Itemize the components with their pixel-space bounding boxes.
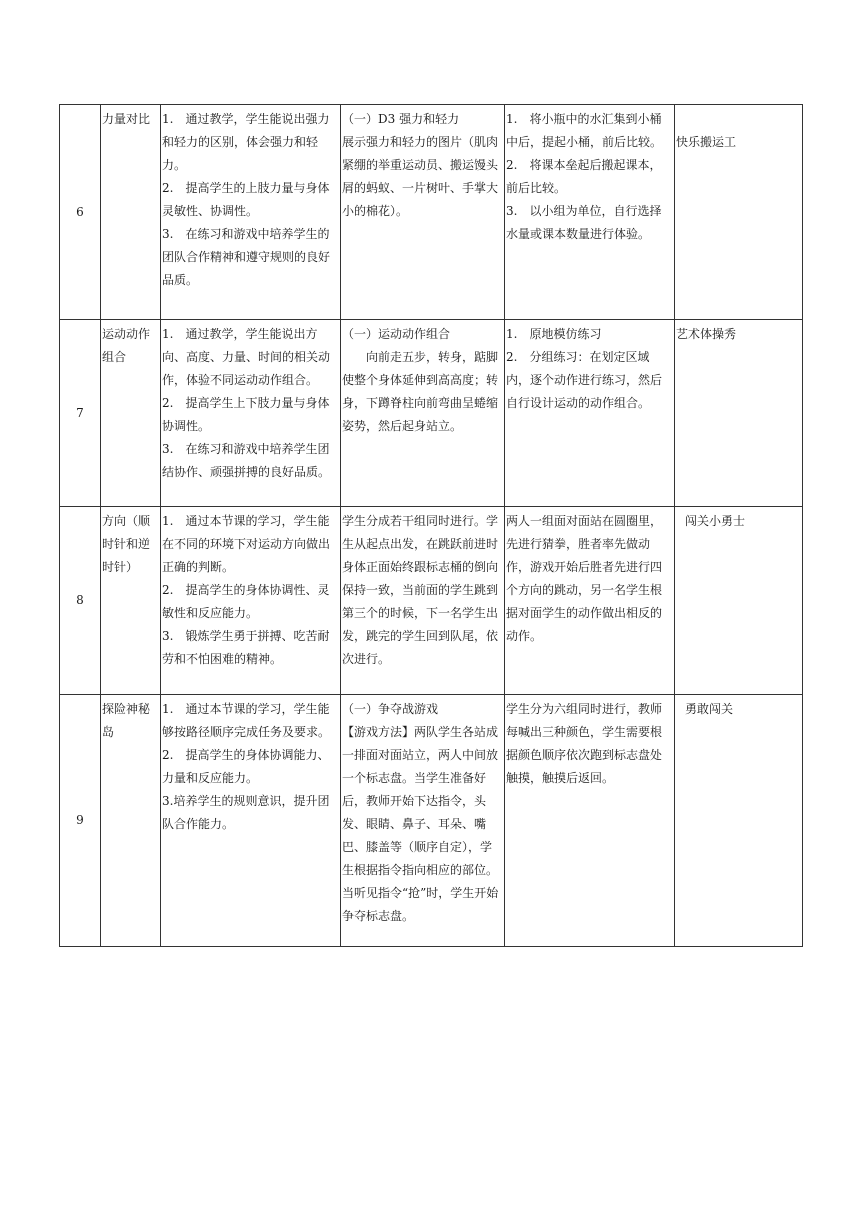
method-item: 两人一组面对面站在圆圈里，先进行猜拳，胜者率先做动作，游戏开始后胜者先进行四个方向的跳动，另一名学生根据对面学生的动作做出相反的动作。 <box>506 514 663 643</box>
lesson-goals <box>161 105 341 320</box>
lesson-content <box>341 105 505 320</box>
goal-item: 3. 在练习和游戏中培养学生团结协作、顽强拼搏的良好品质。 <box>162 442 331 479</box>
lesson-topic: 方向（顺时针和逆时针） <box>101 507 161 695</box>
lesson-methods <box>505 320 675 507</box>
lesson-content <box>341 695 505 947</box>
lesson-topic: 探险神秘岛 <box>101 695 161 947</box>
goal-item: 3. 在练习和游戏中培养学生的团队合作精神和遵守规则的良好品质。 <box>162 227 331 287</box>
table-row <box>60 507 803 695</box>
game-name: 艺术体操秀 <box>676 327 737 341</box>
method-item: 2. 将课本垒起后搬起课本，前后比较。 <box>506 158 662 195</box>
goal-item: 1. 通过本节课的学习，学生能够按路径顺序完成任务及要求。 <box>162 702 331 739</box>
lesson-goals <box>161 695 341 947</box>
goal-item: 3. 锻炼学生勇于拼搏、吃苦耐劳和不怕困难的精神。 <box>162 629 330 666</box>
lesson-methods <box>505 105 675 320</box>
game-name: 快乐搬运工 <box>676 135 737 149</box>
content-title: （一）争夺战游戏 <box>342 702 439 716</box>
lesson-goals <box>161 507 341 695</box>
game-name: 勇敢闯关 <box>685 702 734 716</box>
goal-item: 1. 通过教学，学生能说出强力和轻力的区别，体会强力和轻力。 <box>162 112 330 172</box>
goal-item: 2. 提高学生上下肢力量与身体协调性。 <box>162 396 330 433</box>
lesson-content <box>341 507 505 695</box>
lesson-methods <box>505 507 675 695</box>
method-item: 1. 原地模仿练习 <box>506 327 602 341</box>
method-item: 学生分为六组同时进行，教师每喊出三种颜色，学生需要根据颜色顺序依次跑到标志盘处触摸，触摸后返回。 <box>506 702 663 785</box>
lesson-plan-table <box>59 104 803 947</box>
content-title: （一）D3 强力和轻力 <box>342 112 460 126</box>
goal-item: 2. 提高学生的身体协调性、灵敏性和反应能力。 <box>162 583 330 620</box>
lesson-topic: 运动动作组合 <box>101 320 161 507</box>
goal-item: 2. 提高学生的上肢力量与身体灵敏性、协调性。 <box>162 181 330 218</box>
lesson-number: 8 <box>60 507 101 695</box>
table-row <box>60 105 803 320</box>
lesson-number: 6 <box>60 105 101 320</box>
lesson-game <box>675 320 803 507</box>
content-body: 展示强力和轻力的图片（肌肉紧绷的举重运动员、搬运馒头屑的蚂蚁、一片树叶、手掌大小的棉花）。 <box>342 135 499 218</box>
table-row <box>60 320 803 507</box>
content-title: （一）运动动作组合 <box>342 327 451 341</box>
game-name: 闯关小勇士 <box>685 514 746 528</box>
lesson-game <box>675 507 803 695</box>
lesson-number: 9 <box>60 695 101 947</box>
lesson-game <box>675 695 803 947</box>
content-body: 学生分成若干组同时进行。学生从起点出发，在跳跃前进时身体正面始终跟标志桶的倒向保持一致，当前面的学生跳到第三个的时候，下一名学生出发，跳完的学生回到队尾，依次进行。 <box>342 514 499 666</box>
method-item: 2. 分组练习：在划定区域内，逐个动作进行练习，然后自行设计运动的动作组合。 <box>506 350 663 410</box>
lesson-number: 7 <box>60 320 101 507</box>
content-body: 【游戏方法】两队学生各站成一排面对面站立，两人中间放一个标志盘。当学生准备好后，教师开始下达指令，头发、眼睛、鼻子、耳朵、嘴巴、膝盖等（顺序自定），学生根据指令指向相应的部位。当听见指令“抢”时，学生开始争夺标志盘。 <box>342 725 499 923</box>
goal-item: 2. 提高学生的身体协调能力、力量和反应能力。 <box>162 748 330 785</box>
lesson-topic: 力量对比 <box>101 105 161 320</box>
goal-item: 1. 通过本节课的学习，学生能在不同的环境下对运动方向做出正确的判断。 <box>162 514 331 574</box>
goal-item: 3.培养学生的规则意识，提升团队合作能力。 <box>162 794 330 831</box>
lesson-goals <box>161 320 341 507</box>
content-body: 向前走五步，转身，踮脚使整个身体延伸到高高度；转身，下蹲脊柱向前弯曲呈蜷缩姿势，然后起身站立。 <box>342 350 499 433</box>
lesson-content <box>341 320 505 507</box>
goal-item: 1. 通过教学，学生能说出方向、高度、力量、时间的相关动作，体验不同运动动作组合。 <box>162 327 331 387</box>
lesson-methods <box>505 695 675 947</box>
table-row <box>60 695 803 947</box>
method-item: 1. 将小瓶中的水汇集到小桶中后，提起小桶，前后比较。 <box>506 112 663 149</box>
lesson-game <box>675 105 803 320</box>
method-item: 3. 以小组为单位，自行选择水量或课本数量进行体验。 <box>506 204 662 241</box>
